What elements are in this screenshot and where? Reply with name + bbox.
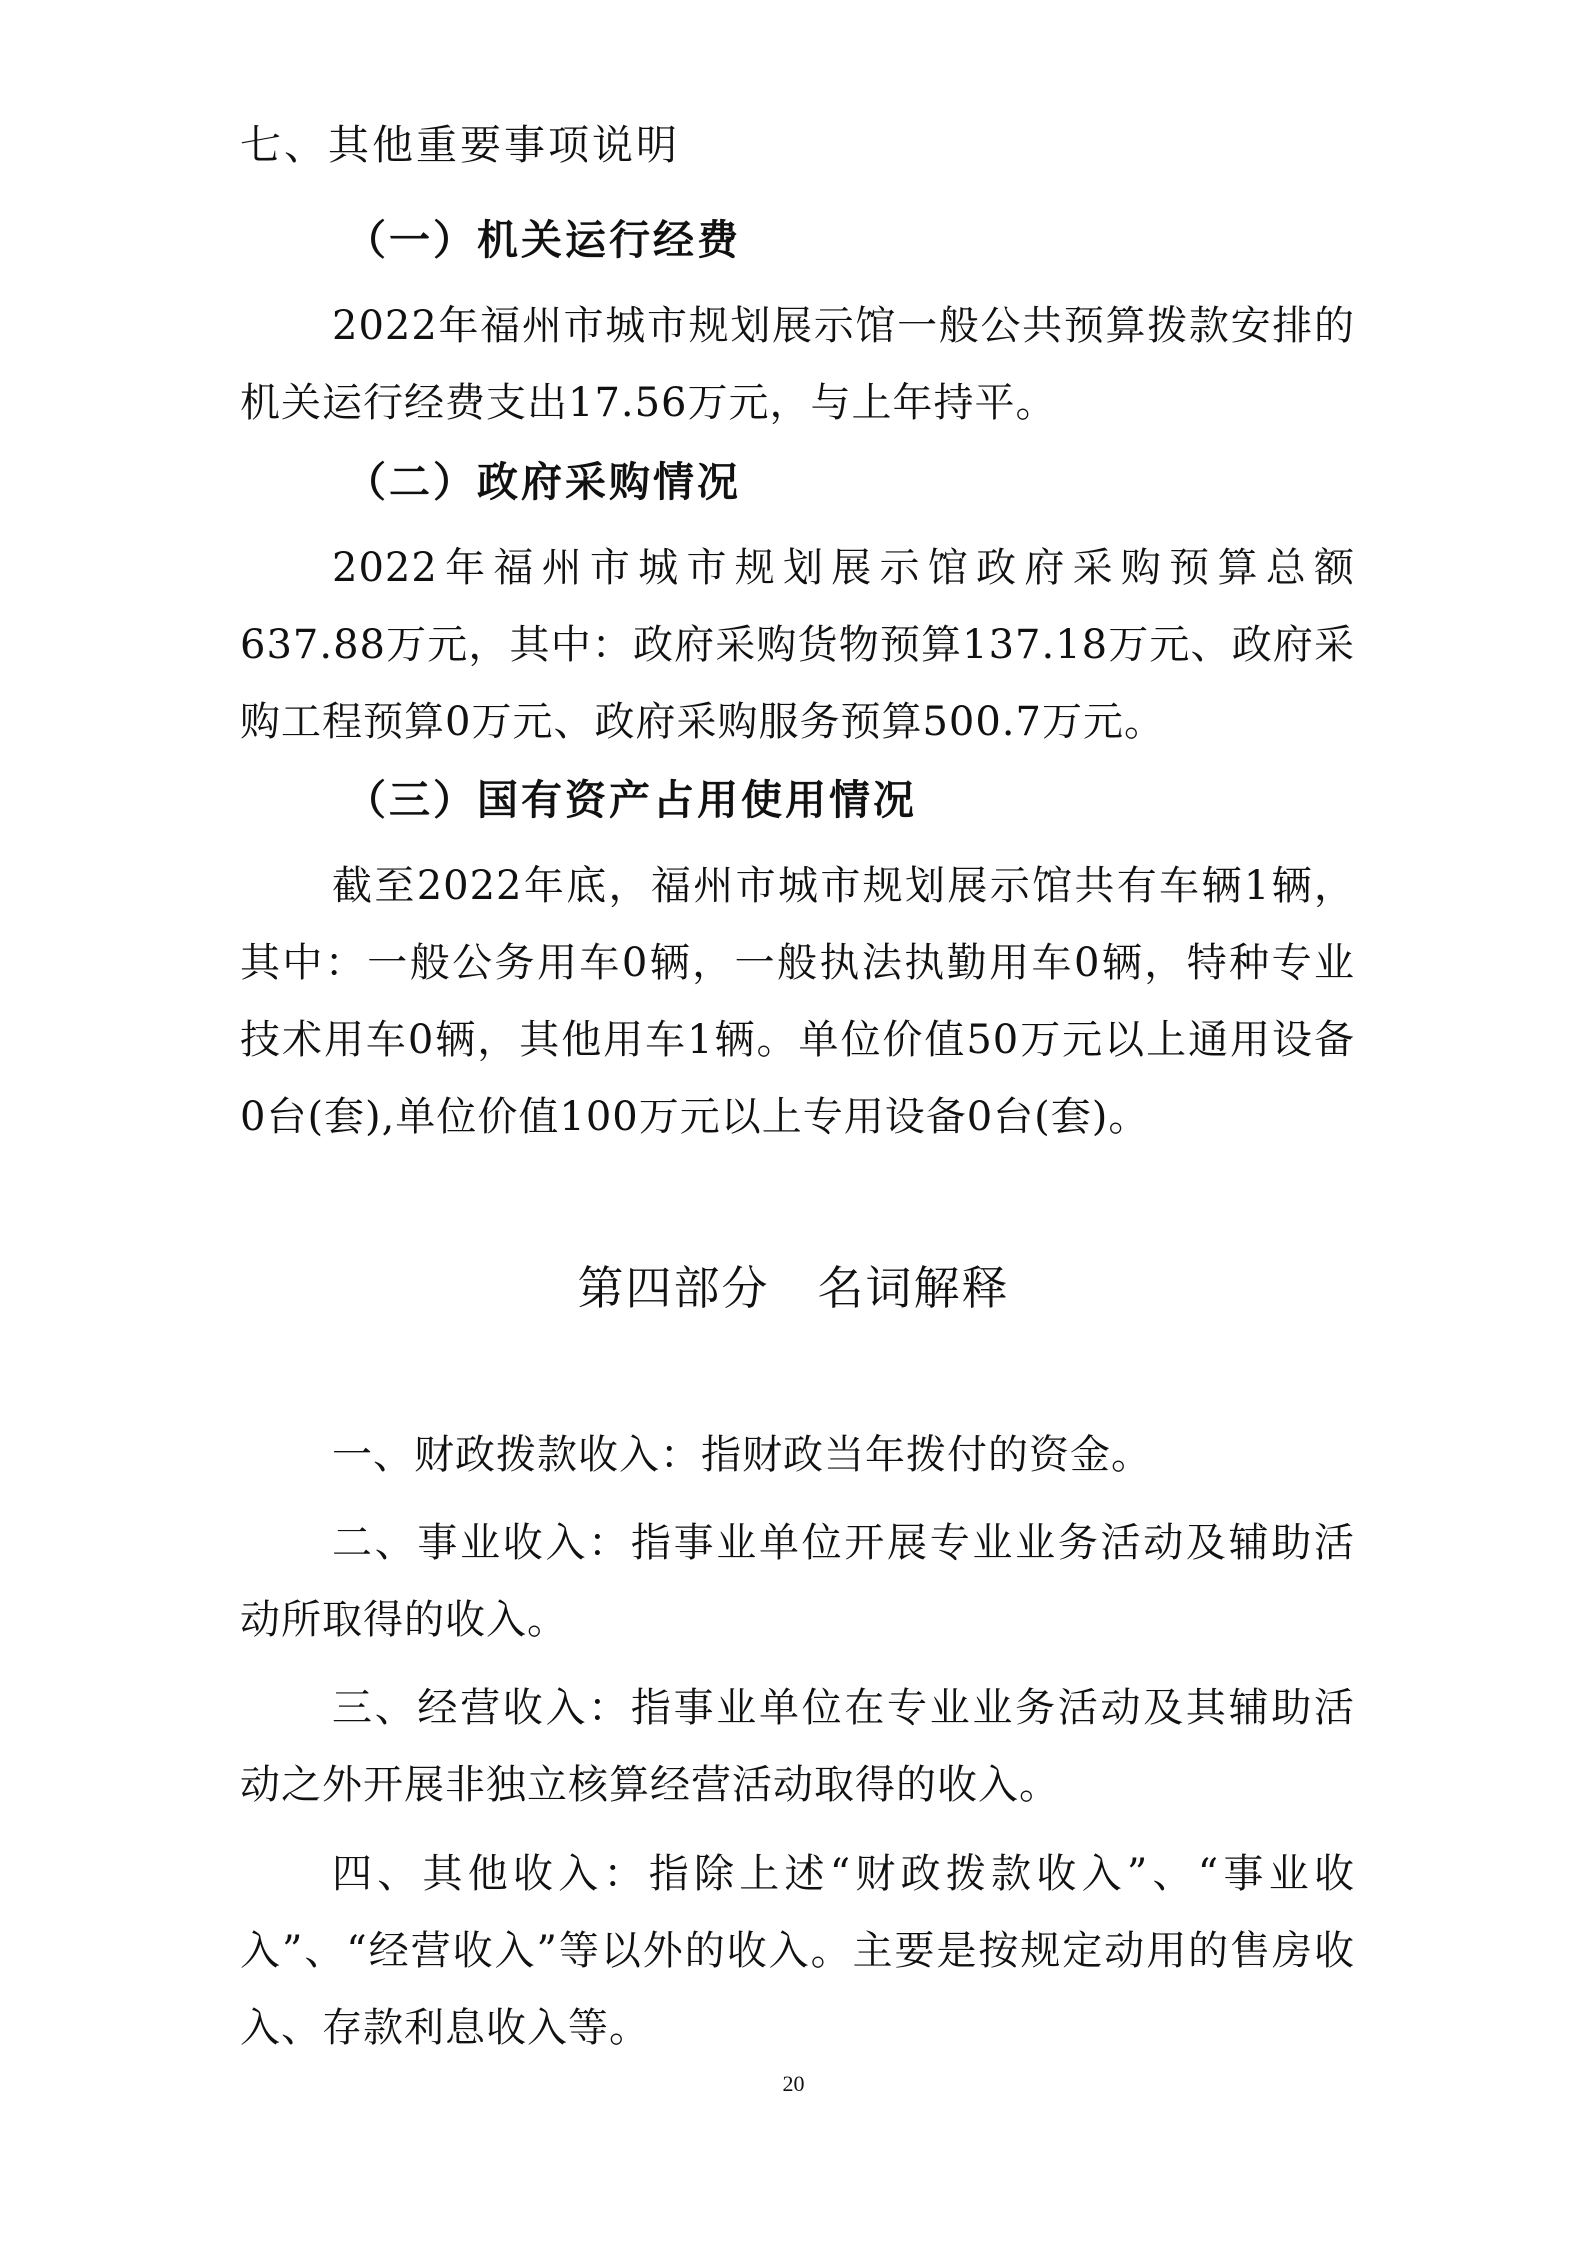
definition-4: 四、其他收入：指除上述“财政拨款收入”、“事业收入”、“经营收入”等以外的收入。主要是按规定动用的售房收入、存款利息收入等。 — [240, 1851, 1355, 2051]
subsection-3-heading: （三）国有资产占用使用情况 — [345, 776, 917, 824]
page-number: 20 — [782, 2071, 805, 2096]
section-title: 七、其他重要事项说明 — [240, 121, 680, 169]
part-title: 第四部分 名词解释 — [577, 1261, 1010, 1315]
definition-1: 一、财政拨款收入：指财政当年拨付的资金。 — [332, 1432, 1152, 1478]
definition-2: 二、事业收入：指事业单位开展专业业务活动及辅助活动所取得的收入。 — [240, 1520, 1355, 1643]
definition-3: 三、经营收入：指事业单位在专业业务活动及其辅助活动之外开展非独立核算经营活动取得的收入。 — [240, 1685, 1355, 1808]
subsection-1-heading: （一）机关运行经费 — [345, 216, 741, 264]
subsection-2-paragraph: 2022年福州市城市规划展示馆政府采购预算总额637.88万元，其中：政府采购货物预算137.18万元、政府采购工程预算0万元、政府采购服务预算500.7万元。 — [240, 545, 1355, 745]
subsection-1-paragraph: 2022年福州市城市规划展示馆一般公共预算拨款安排的机关运行经费支出17.56万元，与上年持平。 — [240, 303, 1355, 426]
subsection-3-paragraph: 截至2022年底，福州市城市规划展示馆共有车辆1辆，其中：一般公务用车0辆，一般执法执勤用车0辆，特种专业技术用车0辆，其他用车1辆。单位价值50万元以上通用设备0台(套),单位价值100万元以上专用设备0台(套)。 — [240, 863, 1355, 1140]
subsection-2-heading: （二）政府采购情况 — [345, 458, 741, 506]
